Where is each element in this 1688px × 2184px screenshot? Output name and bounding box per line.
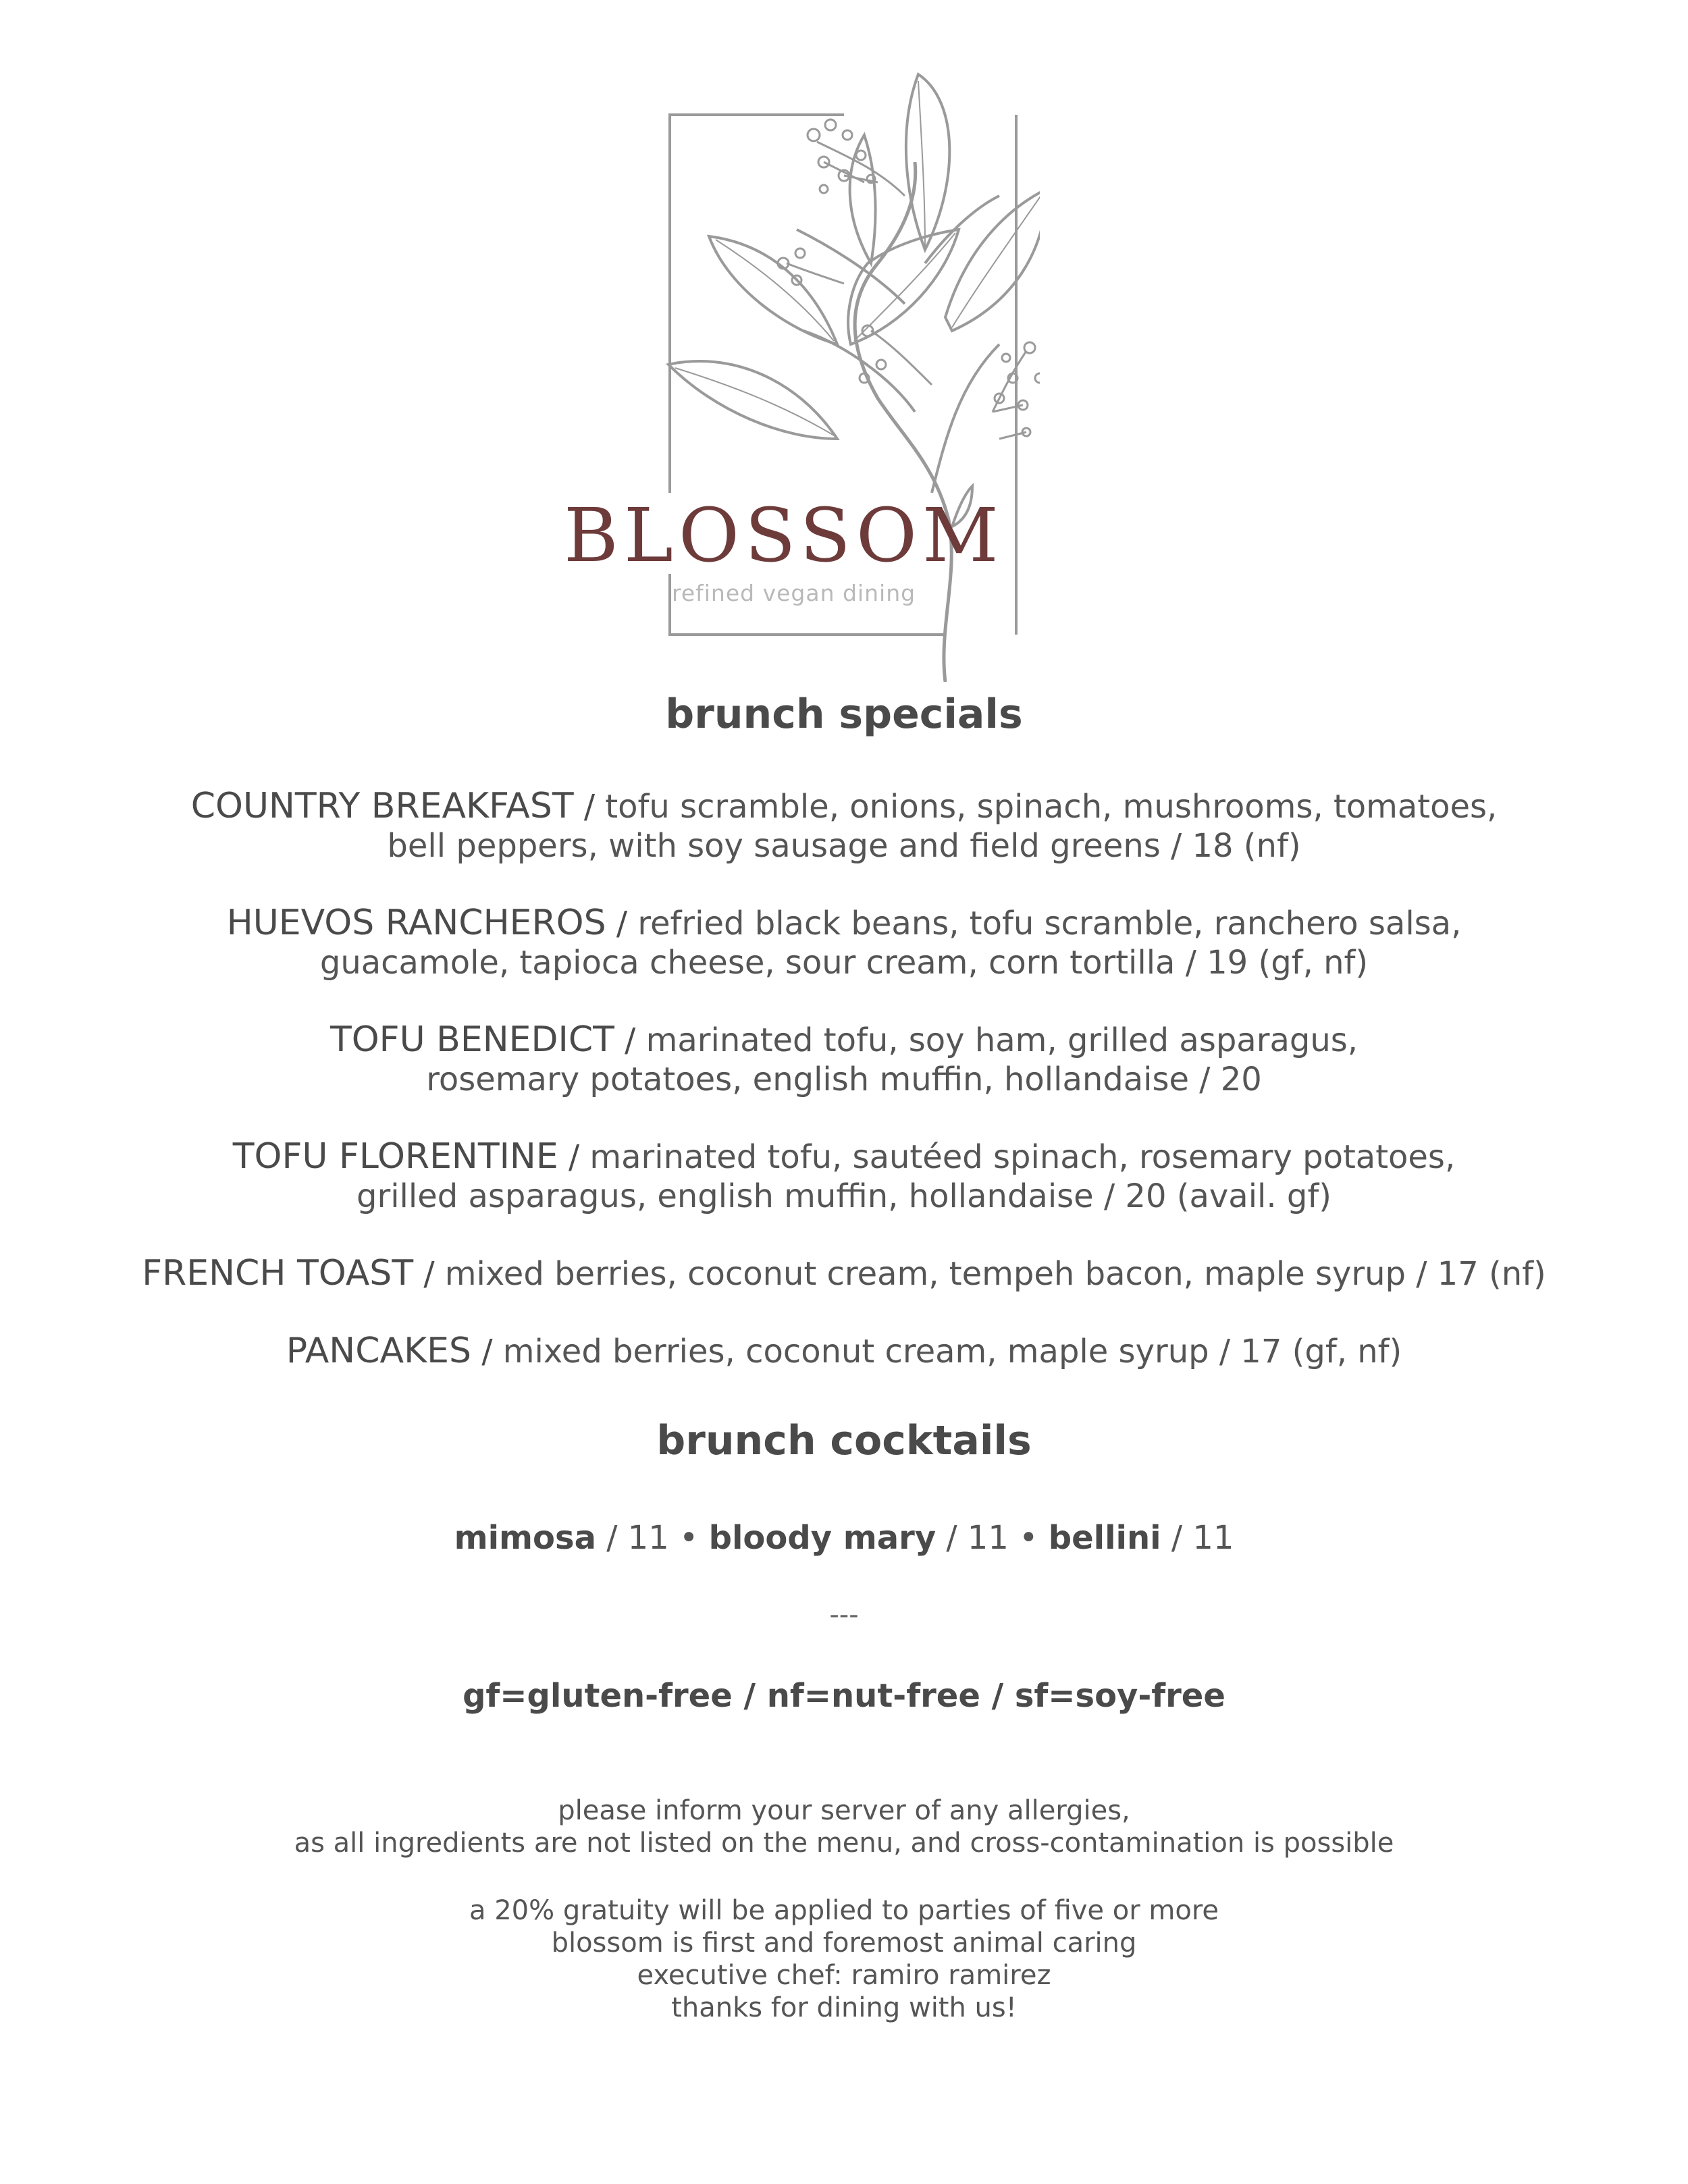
brand-name: BLOSSOM (564, 492, 1004, 579)
cocktail-price: / 11 (946, 1519, 1009, 1557)
brand-tagline: refined vegan dining (672, 580, 916, 606)
animal-caring-note: blossom is first and foremost animal caring (551, 1927, 1137, 1959)
item-name: TOFU BENEDICT (329, 1019, 614, 1060)
item-description-continued: grilled asparagus, english muffin, hollandaise / 20 (avail. gf) (357, 1177, 1331, 1215)
menu-item: TOFU FLORENTINE / marinated tofu, sautéed spinach, rosemary potatoes, grilled asparagus, english muffin, hollandaise / 20 (avail. gf) (0, 1137, 1688, 1216)
cocktails-heading: brunch cocktails (656, 1417, 1032, 1464)
item-description: marinated tofu, soy ham, grilled asparagus, (645, 1021, 1359, 1059)
specials-heading: brunch specials (665, 691, 1023, 738)
item-name: TOFU FLORENTINE (232, 1136, 558, 1177)
item-description: mixed berries, coconut cream, tempeh bacon, maple syrup / 17 (nf) (444, 1255, 1546, 1293)
section-divider: --- (829, 1599, 859, 1630)
cocktail-name: mimosa (454, 1519, 596, 1557)
menu-item: HUEVOS RANCHEROS / refried black beans, tofu scramble, ranchero salsa, guacamole, tapioca cheese, sour cream, corn tortilla / 19 (gf, nf) (0, 903, 1688, 982)
dietary-legend: gf=gluten-free / nf=nut-free / sf=soy-free (463, 1677, 1225, 1715)
item-name: HUEVOS RANCHEROS (226, 903, 606, 943)
bullet-separator: • (1019, 1519, 1038, 1557)
menu-item: FRENCH TOAST / mixed berries, coconut cream, tempeh bacon, maple syrup / 17 (nf) (142, 1253, 1546, 1294)
chef-credit: executive chef: ramiro ramirez (637, 1960, 1051, 1991)
menu-item: COUNTRY BREAKFAST / tofu scramble, onions, spinach, mushrooms, tomatoes, bell peppers, with soy sausage and field greens / 18 (nf) (0, 787, 1688, 865)
item-description-continued: guacamole, tapioca cheese, sour cream, corn tortilla / 19 (gf, nf) (319, 944, 1369, 982)
allergy-line: please inform your server of any allergies, (558, 1795, 1130, 1826)
item-name: COUNTRY BREAKFAST (190, 786, 574, 826)
item-name: PANCAKES (286, 1331, 472, 1371)
cocktail-price: / 11 (1171, 1519, 1234, 1557)
cocktail-name: bellini (1048, 1519, 1161, 1557)
specials-list (0, 787, 1688, 1409)
item-description: tofu scramble, onions, spinach, mushrooms, tomatoes, (605, 788, 1498, 826)
item-description-continued: bell peppers, with soy sausage and field greens / 18 (nf) (387, 827, 1301, 865)
cocktail-list (0, 1519, 1688, 1557)
item-description: refried black beans, tofu scramble, ranchero salsa, (637, 905, 1462, 942)
bullet-separator: • (679, 1519, 699, 1557)
footer-notes (0, 1894, 1688, 2024)
allergy-notice (0, 1794, 1688, 1859)
thanks-note: thanks for dining with us! (671, 1992, 1017, 2023)
item-description: mixed berries, coconut cream, maple syrup / 17 (gf, nf) (502, 1333, 1402, 1370)
item-description: marinated tofu, sautéed spinach, rosemary potatoes, (589, 1138, 1456, 1176)
gratuity-note: a 20% gratuity will be applied to parties of five or more (469, 1895, 1219, 1926)
cocktail-price: / 11 (606, 1519, 669, 1557)
item-description-continued: rosemary potatoes, english muffin, hollandaise / 20 (426, 1061, 1262, 1098)
item-name: FRENCH TOAST (142, 1253, 414, 1294)
menu-item: TOFU BENEDICT / marinated tofu, soy ham, grilled asparagus, rosemary potatoes, english muffin, hollandaise / 20 (0, 1020, 1688, 1099)
allergy-line: as all ingredients are not listed on the menu, and cross-contamination is possible (294, 1828, 1394, 1859)
menu-item: PANCAKES / mixed berries, coconut cream, maple syrup / 17 (gf, nf) (286, 1331, 1402, 1371)
cocktail-name: bloody mary (708, 1519, 937, 1557)
